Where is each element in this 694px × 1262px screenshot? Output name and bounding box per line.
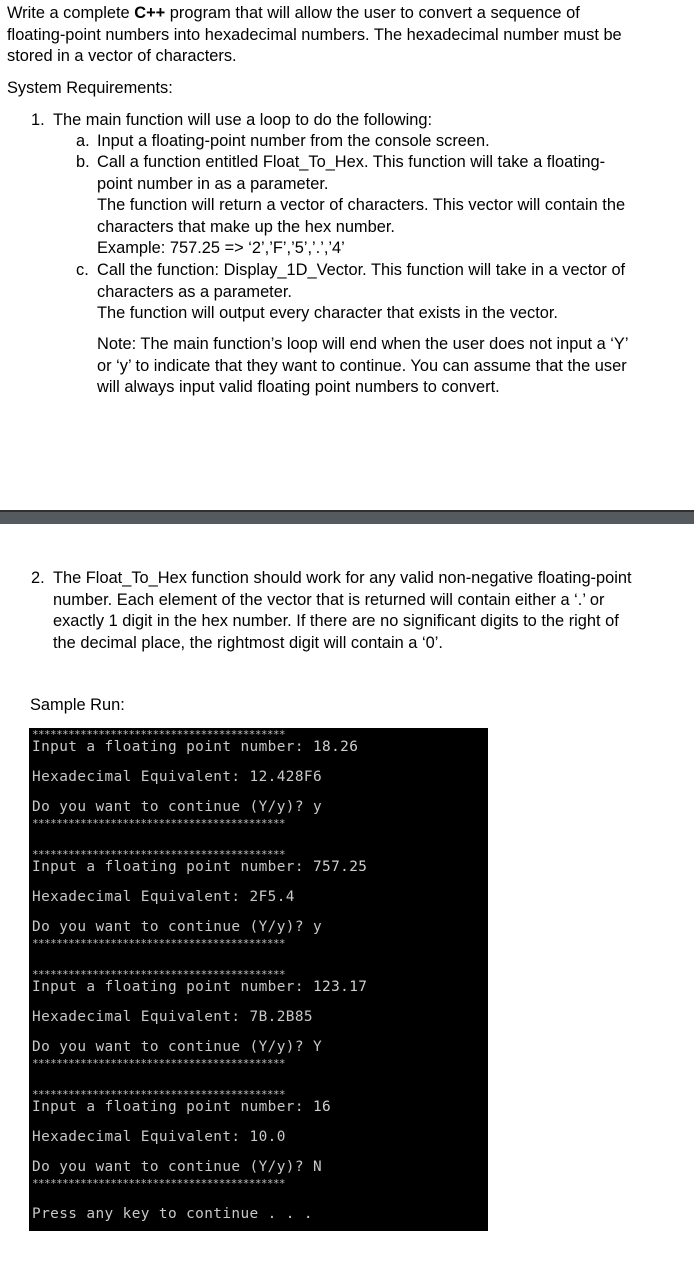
item-1c-line: Call the function: Display_1D_Vector. This function will take in a vector of — [97, 261, 626, 279]
console-separator: ****************************************** — [32, 728, 285, 741]
console-continue-line — [32, 1159, 322, 1175]
console-separator: ****************************************** — [32, 968, 285, 981]
item-2-line: The Float_To_Hex function should work for any valid non-negative floating-point — [53, 569, 632, 587]
hex-label: Hexadecimal Equivalent: — [32, 1129, 250, 1145]
hex-value: 2F5.4 — [249, 889, 295, 905]
note-line: or ‘y’ to indicate that they want to continue. You can assume that the user — [97, 356, 627, 375]
item-2-line: the decimal place, the rightmost digit will contain a ‘0’. — [53, 633, 443, 652]
item-1b-line: point number in as a parameter. — [97, 174, 329, 193]
hex-value: 7B.2B85 — [249, 1009, 313, 1025]
input-prompt: Input a floating point number: — [32, 1099, 313, 1115]
console-separator: ****************************************** — [32, 817, 285, 830]
item-1b-letter: b. — [76, 153, 90, 171]
item-1b-example: Example: 757.25 => ‘2’,’F’,’5’,’.’,’4’ — [97, 239, 345, 257]
console-window — [29, 728, 488, 1231]
console-hex-line — [32, 769, 322, 785]
console-separator: ****************************************** — [32, 1057, 285, 1070]
item-1a-line: Input a floating-point number from the console screen. — [97, 132, 490, 150]
item-2-text — [53, 568, 632, 654]
console-input-line — [32, 859, 367, 875]
item-2-number: 2. — [31, 569, 45, 587]
continue-prompt: Do you want to continue (Y/y)? — [32, 1039, 313, 1055]
item-1b-line: Call a function entitled Float_To_Hex. This function will take a floating- — [97, 153, 606, 171]
note-line: will always input valid floating point numbers to convert. — [97, 378, 500, 396]
input-prompt: Input a floating point number: — [32, 739, 313, 755]
item-1-lead: The main function will use a loop to do the following: — [53, 111, 433, 129]
console-separator: ****************************************** — [32, 937, 285, 950]
input-prompt: Input a floating point number: — [32, 979, 313, 995]
hex-value: 12.428F6 — [249, 769, 323, 785]
input-value: 123.17 — [312, 979, 368, 995]
console-hex-line — [32, 1009, 313, 1025]
item-1c-letter: c. — [76, 261, 89, 279]
console-separator: ****************************************** — [32, 848, 285, 861]
item-1a-letter: a. — [76, 132, 90, 150]
console-input-line — [32, 1099, 331, 1115]
hex-value: 10.0 — [249, 1129, 286, 1145]
item-1c-line: characters as a parameter. — [97, 282, 292, 301]
continue-answer: Y — [312, 1039, 323, 1055]
sample-run-label: Sample Run: — [30, 696, 125, 714]
item-1b-line: The function will return a vector of characters. This vector will contain the — [97, 196, 626, 214]
console-continue-line — [32, 919, 322, 935]
continue-answer: N — [312, 1159, 323, 1175]
intro-paragraph — [7, 3, 622, 68]
intro-line-3: stored in a vector of characters. — [7, 47, 237, 65]
intro-line-1: Write a complete C++ program that will allow the user to convert a sequence of — [7, 4, 580, 22]
intro-line-2: floating-point numbers into hexadecimal numbers. The hexadecimal number must be — [7, 25, 622, 44]
press-any-key-line: Press any key to continue . . . — [32, 1206, 313, 1222]
item-1c-line: The function will output every character that exists in the vector. — [97, 304, 558, 322]
item-1b-line: characters that make up the hex number. — [97, 217, 395, 236]
console-hex-line — [32, 889, 295, 905]
continue-prompt: Do you want to continue (Y/y)? — [32, 1159, 313, 1175]
continue-answer: y — [312, 919, 323, 935]
document-page-1 — [0, 0, 694, 510]
input-value: 16 — [312, 1099, 332, 1115]
console-input-line — [32, 739, 358, 755]
requirements-title: System Requirements: — [7, 79, 173, 97]
console-continue-line — [32, 799, 322, 815]
item-1c-text — [97, 260, 625, 325]
input-value: 757.25 — [312, 859, 368, 875]
console-separator: ****************************************** — [32, 1088, 285, 1101]
continue-answer: y — [312, 799, 323, 815]
hex-label: Hexadecimal Equivalent: — [32, 1009, 250, 1025]
item-1a-text — [97, 131, 490, 153]
hex-label: Hexadecimal Equivalent: — [32, 769, 250, 785]
console-hex-line — [32, 1129, 286, 1145]
item-1b-text — [97, 152, 625, 260]
continue-prompt: Do you want to continue (Y/y)? — [32, 919, 313, 935]
item-1-number: 1. — [31, 111, 45, 129]
page-break-divider — [0, 510, 694, 524]
input-prompt: Input a floating point number: — [32, 859, 313, 875]
console-separator: ****************************************** — [32, 1177, 285, 1190]
item-1-note — [97, 334, 629, 399]
console-continue-line — [32, 1039, 322, 1055]
hex-label: Hexadecimal Equivalent: — [32, 889, 250, 905]
note-line: Note: The main function’s loop will end when the user does not input a ‘Y’ — [97, 335, 629, 353]
console-input-line — [32, 979, 367, 995]
continue-prompt: Do you want to continue (Y/y)? — [32, 799, 313, 815]
input-value: 18.26 — [312, 739, 359, 755]
item-2-line: number. Each element of the vector that is returned will contain either a ‘.’ or — [53, 590, 605, 609]
item-2-line: exactly 1 digit in the hex number. If there are no significant digits to the right of — [53, 612, 619, 630]
